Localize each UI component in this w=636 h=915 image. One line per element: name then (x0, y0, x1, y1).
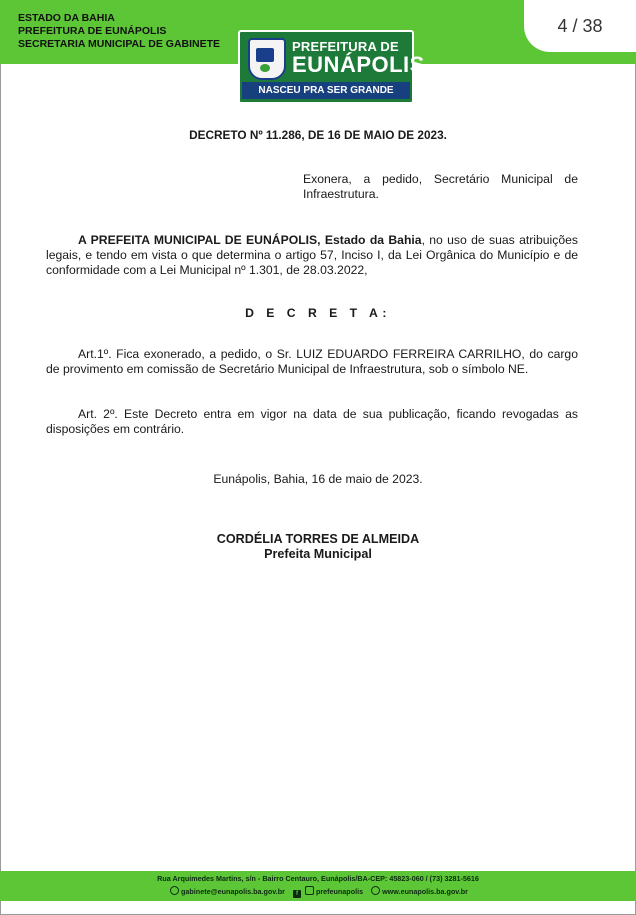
header-line-state: ESTADO DA BAHIA (18, 12, 115, 24)
header-line-secretaria: SECRETARIA MUNICIPAL DE GABINETE (18, 38, 221, 50)
signatory-role: Prefeita Municipal (264, 547, 372, 561)
footer-email: gabinete@eunapolis.ba.gov.br (181, 887, 285, 896)
decree-intro-paragraph (46, 233, 578, 278)
prefeitura-logo (238, 30, 425, 104)
logo-slogan: NASCEU PRA SER GRANDE (242, 82, 410, 99)
header-line-prefeitura: PREFEITURA DE EUNÁPOLIS (18, 25, 167, 37)
footer-contacts (0, 886, 636, 898)
decree-ementa: Exonera, a pedido, Secretário Municipal de Infraestrutura. (303, 172, 578, 201)
coat-of-arms-icon (248, 38, 286, 80)
footer-social: prefeunapolis (315, 887, 364, 896)
facebook-icon: f (293, 890, 301, 898)
logo-line-2: EUNÁPOLIS (292, 52, 425, 77)
place-and-date: Eunápolis, Bahia, 16 de maio de 2023. (213, 472, 423, 486)
article-2: Art. 2º. Este Decreto entra em vigor na data de sua publicação, ficando revogadas as disposições em contrário. (46, 407, 578, 436)
decree-title: DECRETO Nº 11.286, DE 16 DE MAIO DE 2023. (189, 128, 447, 142)
header-institution (18, 12, 220, 51)
intro-text: , no uso de suas atribuições legais, e tendo em vista o que determina o artigo 57, Inciso I, da Lei Orgânica do Município e de conformidade com a Lei Municipal nº 1.301, de 28.03.2022, (46, 233, 579, 277)
instagram-icon (305, 886, 314, 895)
globe-icon (371, 886, 380, 895)
decreta-heading: D E C R E T A: (245, 306, 391, 320)
footer-address: Rua Arquimedes Martins, s/n - Bairro Centauro, Eunápolis/BA-CEP: 45823-060 / (73) 3281-5616 (157, 874, 479, 883)
page-counter: 4 / 38 (524, 0, 636, 52)
footer-website: www.eunapolis.ba.gov.br (382, 887, 468, 896)
logo-line-1: PREFEITURA DE (292, 39, 399, 54)
signatory-name: CORDÉLIA TORRES DE ALMEIDA (216, 532, 420, 546)
article-1: Art.1º. Fica exonerado, a pedido, o Sr. LUIZ EDUARDO FERREIRA CARRILHO, do cargo de provimento em comissão de Secretário Municipal de Infraestrutura, sob o símbolo NE. (46, 347, 578, 376)
intro-authority: A PREFEITA MUNICIPAL DE EUNÁPOLIS, Estado da Bahia (78, 233, 422, 247)
email-icon (170, 886, 179, 895)
